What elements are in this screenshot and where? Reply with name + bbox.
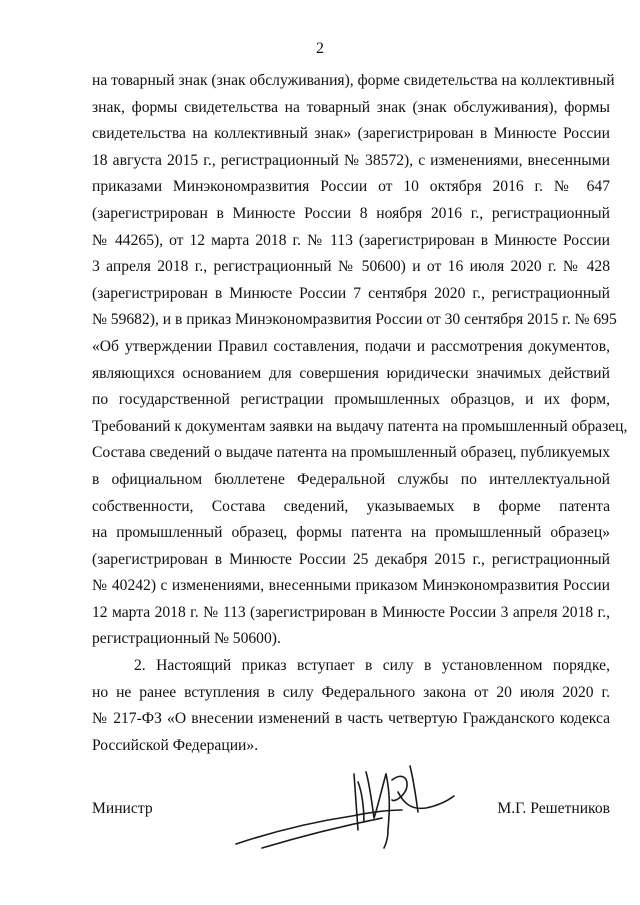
text-line: 18 августа 2015 г., регистрационный № 38572), с изменениями, внесенными xyxy=(92,151,610,169)
text-line: Состава сведений о выдаче патента на промышленный образец, публикуемых xyxy=(92,444,610,462)
document-body xyxy=(92,68,628,759)
signature-block xyxy=(92,800,610,840)
text-line: в официальном бюллетене Федеральной службы по интеллектуальной xyxy=(92,470,610,488)
text-line: (зарегистрирован в Минюсте России 8 ноября 2016 г., регистрационный xyxy=(92,204,610,222)
text-line: (зарегистрирован в Минюсте России 7 сентября 2020 г., регистрационный xyxy=(92,284,610,302)
text-line: на промышленный образец, формы патента на промышленный образец» xyxy=(92,524,610,542)
text-line: регистрационный № 50600). xyxy=(92,630,281,648)
text-line: 3 апреля 2018 г., регистрационный № 50600) и от 16 июля 2020 г. № 428 xyxy=(92,258,610,276)
text-line: № 44265), от 12 марта 2018 г. № 113 (зарегистрирован в Минюсте России xyxy=(92,231,610,249)
text-line: приказами Минэкономразвития России от 10 октября 2016 г. № 647 xyxy=(92,178,610,196)
text-line: № 40242) с изменениями, внесенными приказом Минэкономразвития России xyxy=(92,577,610,595)
text-line: № 59682), и в приказ Минэкономразвития России от 30 сентября 2015 г. № 695 xyxy=(92,311,617,329)
text-line: по государственной регистрации промышленных образцов, и их форм, xyxy=(92,391,610,409)
text-line: Российской Федерации». xyxy=(92,736,259,754)
text-line: Требований к документам заявки на выдачу патента на промышленный образец, xyxy=(92,417,628,435)
text-line: свидетельства на коллективный знак» (зарегистрирован в Минюсте России xyxy=(92,125,610,143)
text-line: знак, формы свидетельства на товарный знак (знак обслуживания), формы xyxy=(92,98,610,116)
text-line: являющихся основанием для совершения юридически значимых действий xyxy=(92,364,610,382)
text-line: собственности, Состава сведений, указываемых в форме патента xyxy=(92,497,610,515)
text-line: 2. Настоящий приказ вступает в силу в установленном порядке, xyxy=(134,657,610,675)
page-number: 2 xyxy=(316,40,324,57)
text-line: № 217-ФЗ «О внесении изменений в часть четвертую Гражданского кодекса xyxy=(92,710,610,728)
signatory-title: Министр xyxy=(92,800,153,817)
signatory-name: М.Г. Решетников xyxy=(497,800,610,817)
text-line: «Об утверждении Правил составления, подачи и рассмотрения документов, xyxy=(92,337,610,355)
text-line: (зарегистрирован в Минюсте России 25 декабря 2015 г., регистрационный xyxy=(92,550,610,568)
text-line: но не ранее вступления в силу Федерального закона от 20 июля 2020 г. xyxy=(92,683,610,701)
text-line: на товарный знак (знак обслуживания), форме свидетельства на коллективный xyxy=(92,72,615,89)
text-line: 12 марта 2018 г. № 113 (зарегистрирован в Минюсте России 3 апреля 2018 г., xyxy=(92,603,610,621)
